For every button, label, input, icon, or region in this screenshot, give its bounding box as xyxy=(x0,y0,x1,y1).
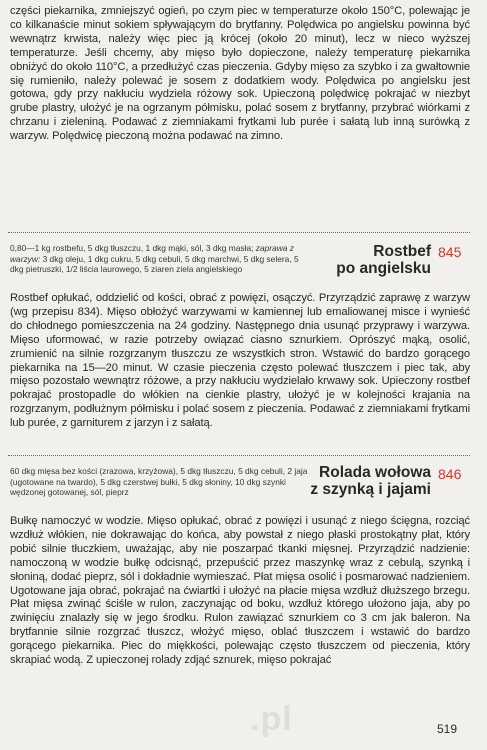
section-divider xyxy=(8,232,470,233)
ingredients-845: 0,80—1 kg rostbefu, 5 dkg tłuszczu, 1 dkg mąki, sól, 3 dkg masła; zaprawa z warzyw: 3 dkg oleju, 1 dkg cukru, 5 dkg cebuli, 5 dkg marchwi, 5 dkg selera, 5 dkg pietruszki, 1/2 liścia laurowego, 5 ziaren ziela angielskiego xyxy=(10,243,299,275)
recipe-title-846: Rolada wołowa z szynką i jajami xyxy=(310,464,431,498)
recipe-title-845: Rostbef po angielsku xyxy=(336,243,431,277)
intro-paragraph: części piekarnika, zmniejszyć ogień, po czym piec w temperaturze około 150°C, polewając je co kilkanaście minut sokiem spływającym do brytfanny. Polędwica po angielsku powinna być wewnątrz krwista, należy więc piec ją krócej (około 20 minut), lecz w nieco wyższej temperaturze. Jeśli chcemy, aby mięso było dopieczone, należy temperaturę piekarnika obniżyć do około 110°C, a przedłużyć czas pieczenia. Gdyby mięso za szybko i za gwałtownie się rumieniło, należy polewać je sosem z dodatkiem wody. Polędwica po angielsku jest gotowa, gdy przy nakłuciu wydziela różowy sok. Upieczoną polędwicę pokrajać w niezbyt grube plastry, ułożyć je na ogrzanym półmisku, polać sosem z brytfanny, przybrać wiórkami z chrzanu i zieleniną. Podawać z ziemniakami frytkami lub purée i sałatą lub inną surówką z warzyw. Polędwicę pieczoną można podawać na zimno. xyxy=(10,5,470,143)
recipe-text-845: Rostbef opłukać, oddzielić od kości, obrać z powięzi, osączyć. Przyrządzić zaprawę z warzyw (wg przepisu 834). Mięso obłożyć warzywami w kamiennej lub emaliowanej misce i wynieść do chłodnego pomieszczenia na 24 godziny. Następnego dnia usunąć przyprawy i warzywa. Mięso uformować, w razie potrzeby owiązać ciasno sznurkiem. Oprószyć mąką, osolić, zrumienić na silnie rozgrzanym tłuszczu ze wszystkich stron. Wstawić do bardzo gorącego piekarnika na 15—20 minut. W czasie pieczenia często polewać tłuszczem i piec tak, aby mięso pozostało wewnątrz różowe, a przy nakłuciu wydzielało krwawy sok. Upieczony rostbef pokrajać prostopadle do włókien na cienkie plastry, ułożyć je w kolejności krajania na rozgrzanym, podłużnym półmisku i polać sosem z pieczenia. Podawać z ziemniakami frytkami lub purée, z garniturem z jarzyn i z sałatą. xyxy=(10,292,470,430)
recipe-text-846: Bułkę namoczyć w wodzie. Mięso opłukać, obrać z powięzi i usunąć z niego ścięgna, rozciąć wzdłuż włókien, nie dokrawając do końca, aby powstał z niego płaski prostokątny płat, który pobić silnie tłuczkiem, uważając, aby nie poszarpać tkanki mięsnej. Przyrządzić nadzienie: namoczoną w wodzie bułkę odcisnąć, przepuścić przez maszynkę wraz z cebulą, szynką i słoniną, dodać pieprz, sól i dokładnie wymieszać. Płat mięsa osolić i posmarować nadzieniem. Ugotowane jaja obrać, pokrajać na ćwiartki i ułożyć na płacie mięsa wzdłuż dłuższego brzegu. Płat mięsa zwinąć ściśle w rulon, zaczynając od boku, wzdłuż którego ułożono jaja, aby po zwinięciu znalazły się w jego środku. Rulon zawiązać sznurkiem co 3 cm jak baleron. Na brytfannie silnie rozgrzać tłuszcz, włożyć mięso, oblać tłuszczem i wstawić do bardzo gorącego piekarnika. Piec do miękkości, polewając często tłuszczem od pieczenia, który skrapiać wodą. Z upieczonej rolady zdjąć sznurek, mięso pokrajać xyxy=(10,515,470,667)
recipe-number-845: 845 xyxy=(438,244,462,260)
recipe-number-846: 846 xyxy=(438,466,462,482)
ingredients-846: 60 dkg mięsa bez kości (zrazowa, krzyżowa), 5 dkg tłuszczu, 5 dkg cebuli, 2 jaja (ugotowane na twardo), 5 dkg czerstwej bułki, 5 dkg słoniny, 10 dkg szynki wędzonej gotowanej, sól, pieprz xyxy=(10,466,308,498)
section-divider xyxy=(8,455,470,456)
page-number: 519 xyxy=(437,722,458,736)
watermark: .pl xyxy=(250,700,293,738)
